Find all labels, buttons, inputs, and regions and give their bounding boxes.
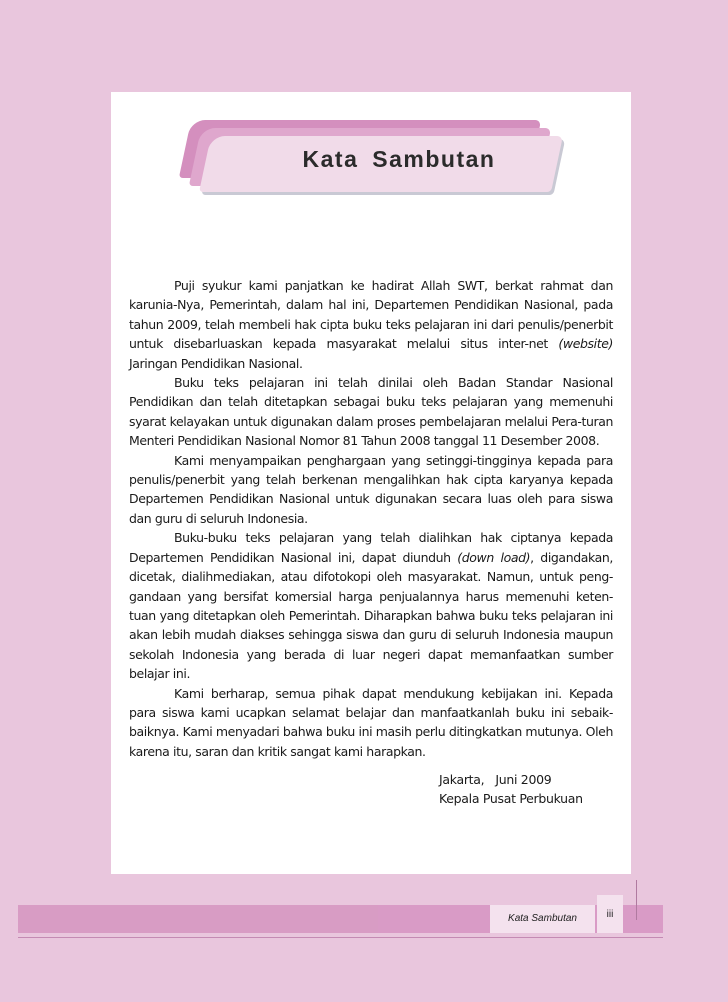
page-sheet (111, 92, 631, 874)
footer-divider-horizontal (18, 937, 663, 938)
footer-divider-vertical (636, 880, 637, 920)
title-banner (179, 120, 559, 196)
paragraph-run: (down load) (457, 549, 531, 565)
paragraph-2 (129, 373, 613, 451)
paragraph-run: Buku-buku teks pelajaran yang telah dialihkan hak ciptanya kepada Departemen Pendidikan Nasional ini, dapat diunduh (129, 530, 613, 565)
paragraph-1 (129, 276, 613, 373)
paragraph-run: Kami menyampaikan penghargaan yang setinggi-tingginya kepada para penulis/penerbit yang telah berkenan mengalihkan hak cipta karyanya kepada Departemen Pendidikan Nasional untuk digunakan secara luas oleh para siswa dan guru di seluruh Indonesia. (129, 452, 613, 526)
paragraph-run: Kami berharap, semua pihak dapat mendukung kebijakan ini. Kepada para siswa kami ucapkan selamat belajar dan manfaatkanlah buku ini sebaik-baiknya. Kami menyadari bahwa buku ini masih perlu ditingkatkan mutunya. Oleh karena itu, saran dan kritik sangat kami harapkan. (129, 685, 613, 759)
footer-section-label: Kata Sambutan (508, 913, 577, 924)
footer-bar-left (18, 905, 378, 933)
page-title: Kata Sambutan (302, 146, 496, 172)
signature-block (439, 770, 583, 809)
paragraph-run: Puji syukur kami panjatkan ke hadirat Allah SWT, berkat rahmat dan karunia-Nya, Pemerintah, dalam hal ini, Departemen Pendidikan Nasional, pada tahun 2009, telah membeli hak cipta buku teks pelajaran ini dari penulis/penerbit untuk disebarluaskan kepada masyarakat melalui situs inter-net (129, 278, 613, 352)
paragraph-run: (website) (558, 336, 613, 352)
paragraph-5 (129, 684, 613, 762)
signature-place-date: Jakarta, Juni 2009 (439, 772, 552, 787)
paragraph-4 (129, 528, 613, 683)
paragraph-run: Buku teks pelajaran ini telah dinilai oleh Badan Standar Nasional Pendidikan dan telah ditetapkan sebagai buku teks pelajaran yang memenuhi syarat kelayakan untuk digunakan dalam proses pembelajaran melalui Pera-turan Menteri Pendidikan Nasional Nomor 81 Tahun 2008 tanggal 11 Desember 2008. (129, 375, 613, 449)
paragraph-run: , digandakan, dicetak, dialihmediakan, atau difotokopi oleh masyarakat. Namun, untuk peng-gandaan yang bersifat komersial harga penjualannya harus memenuhi keten-tuan yang ditetapkan oleh Pemerintah. Diharapkan bahwa buku teks pelajaran ini akan lebih mudah diakses sehingga siswa dan guru di seluruh Indonesia maupun sekolah Indonesia yang berada di luar negeri dapat memanfaatkan sumber belajar ini. (129, 549, 613, 682)
paragraph-run: Jaringan Pendidikan Nasional. (129, 355, 303, 371)
body-text (129, 276, 613, 761)
paragraph-3 (129, 451, 613, 529)
signature-office: Kepala Pusat Perbukuan (439, 791, 583, 807)
page-number: iii (606, 909, 614, 920)
